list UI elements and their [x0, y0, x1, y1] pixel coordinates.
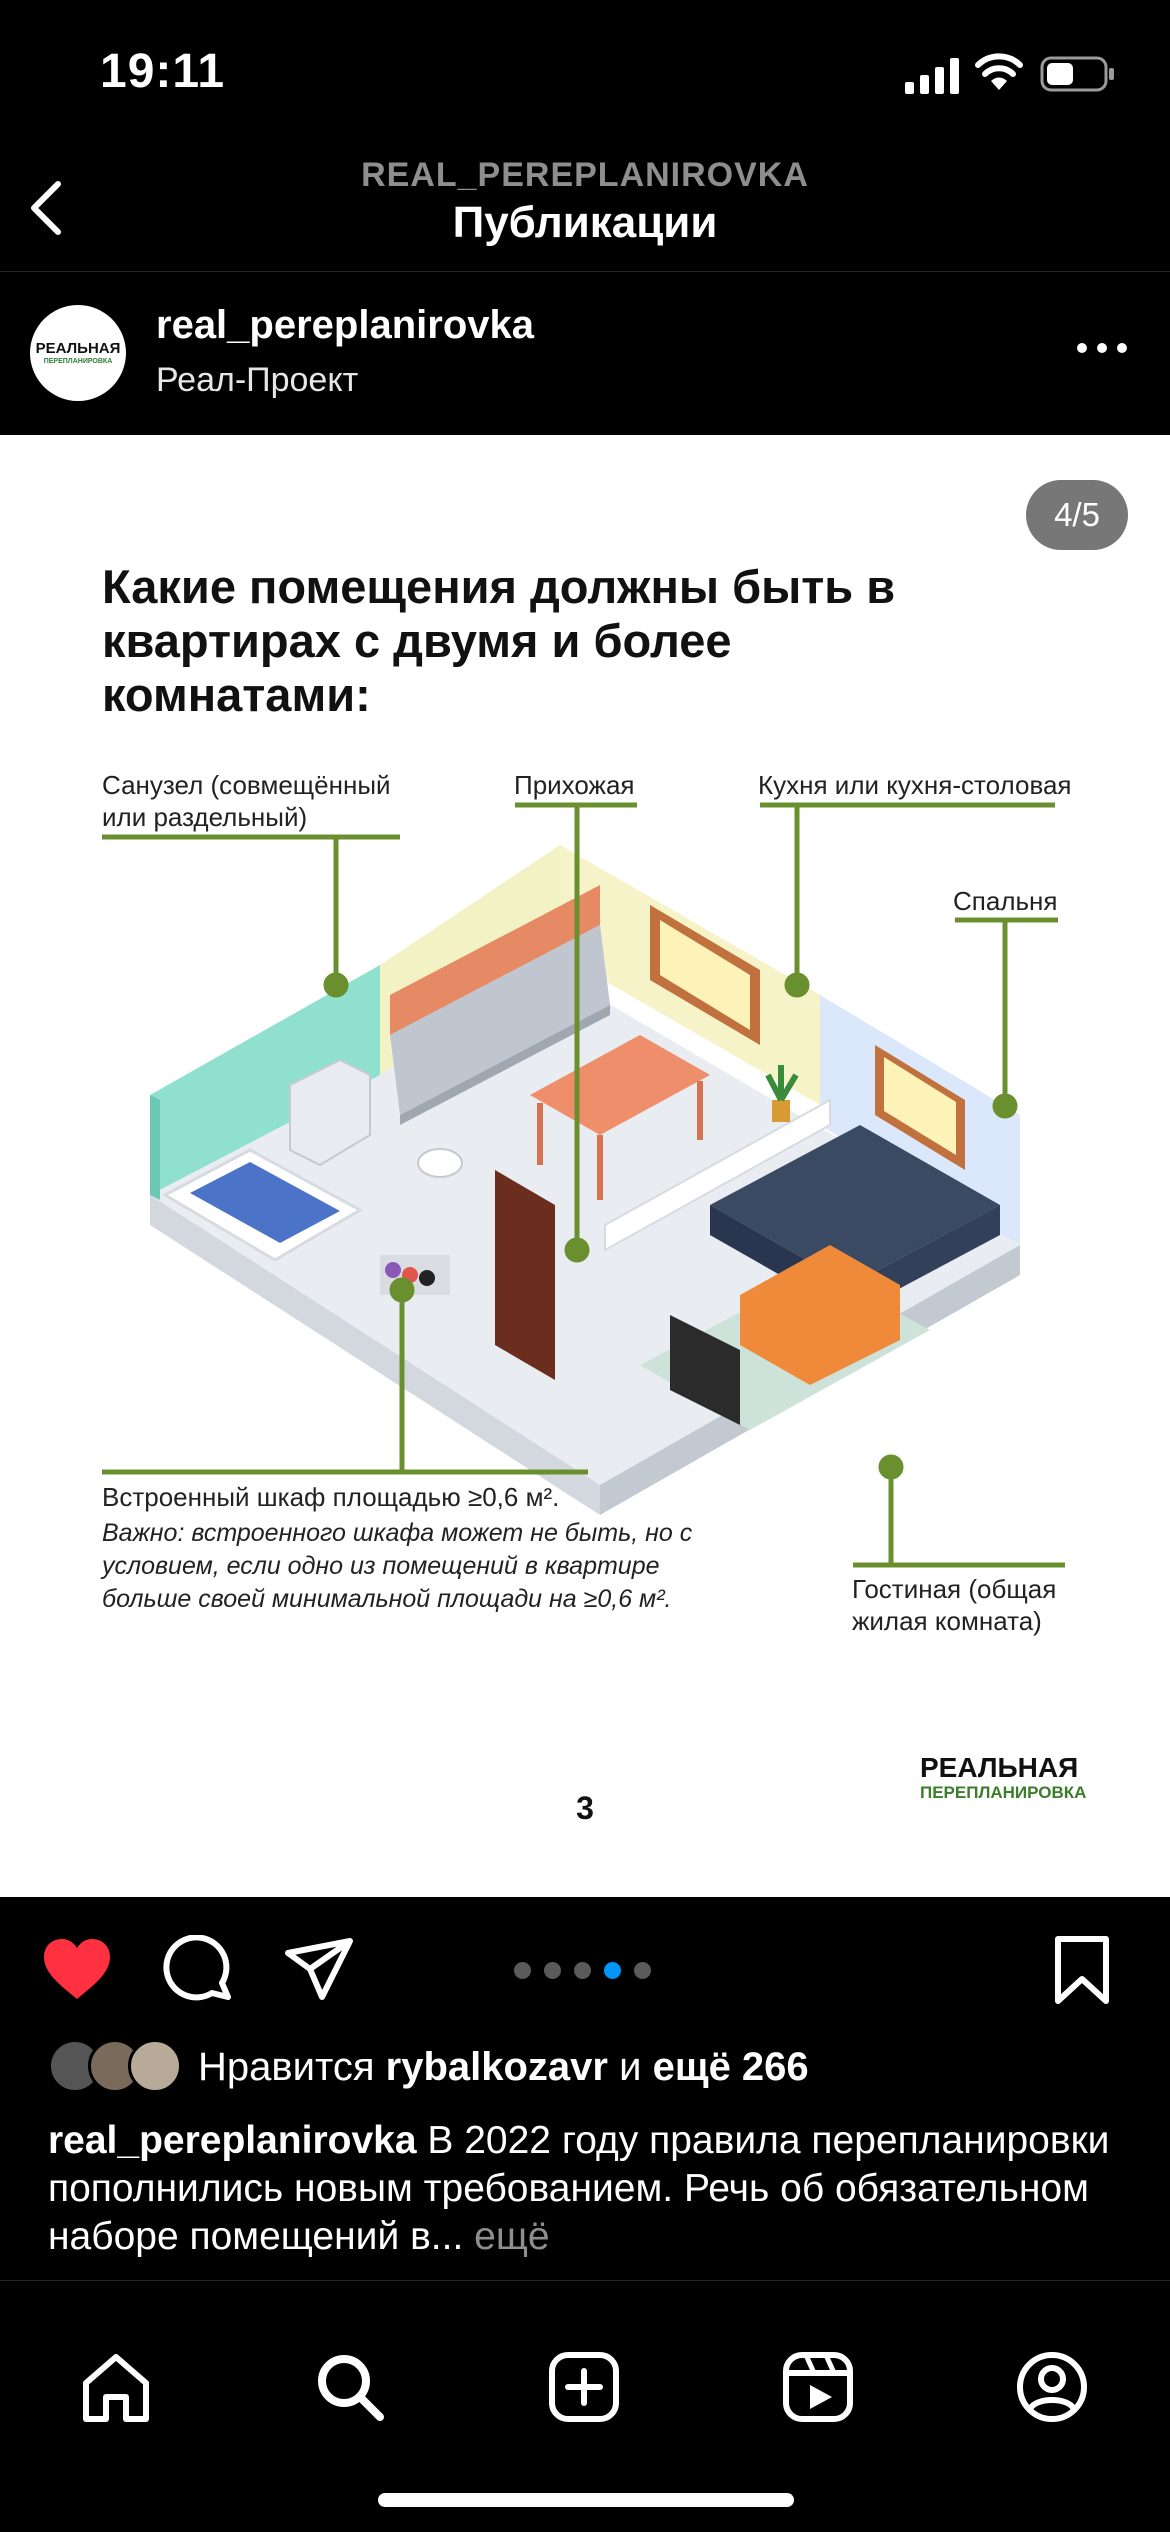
liker-avatar [128, 2039, 182, 2093]
status-time: 19:11 [100, 45, 226, 98]
slide-note: Важно: встроенного шкафа может не быть, но с условием, если одно из помещений в квартире больше своей минимальной площади на ≥0,6 м². [102, 1519, 693, 1613]
home-indicator [378, 2493, 794, 2507]
likes-user[interactable]: rybalkozavr [385, 2045, 608, 2089]
signal-icon [905, 58, 961, 94]
label-closet: Встроенный шкаф площадью ≥0,6 м². [102, 1482, 560, 1512]
comment-icon[interactable] [162, 1935, 236, 2005]
profile-icon[interactable] [1014, 2349, 1090, 2425]
slide-page-number: 3 [576, 1790, 594, 1826]
brand-logo [920, 1753, 1086, 1803]
avatar-logo-line1: РЕАЛЬНАЯ [35, 339, 121, 357]
bookmark-icon[interactable] [1046, 1935, 1120, 2005]
account-name: REAL_PEREPLANIROVKA [361, 156, 809, 194]
carousel-dot-active [604, 1962, 621, 1979]
caption-username[interactable]: real_pereplanirovka [48, 2119, 417, 2162]
brand-logo-line1: РЕАЛЬНАЯ [920, 1752, 1079, 1783]
post-username[interactable]: real_pereplanirovka [156, 303, 534, 347]
label-hallway: Прихожая [514, 770, 635, 800]
wifi-icon [975, 52, 1023, 92]
page-title: Публикации [452, 198, 718, 247]
caption-text: В 2022 году правила перепланировки пополнились новым требованием. Речь об обязательном наборе помещений в... [48, 2119, 1110, 2258]
likes-prefix: Нравится [198, 2045, 375, 2089]
brand-logo-line2: ПЕРЕПЛАНИРОВКА [920, 1783, 1087, 1802]
home-icon[interactable] [78, 2349, 154, 2425]
label-bedroom: Спальня [953, 886, 1058, 916]
more-horizontal-icon[interactable] [1074, 333, 1130, 363]
carousel-dot [514, 1962, 531, 1979]
search-icon[interactable] [312, 2349, 388, 2425]
create-icon[interactable] [546, 2349, 622, 2425]
caption-more-link[interactable]: ещё [474, 2215, 550, 2258]
battery-icon [1040, 56, 1116, 92]
likes-row[interactable] [0, 2037, 1170, 2107]
bottom-nav [0, 2280, 1170, 2532]
likes-text[interactable] [198, 2045, 809, 2090]
label-bathroom: Санузел (совмещённый или раздельный) [102, 770, 391, 832]
label-living-room: Гостиная (общая жилая комната) [852, 1574, 1057, 1636]
carousel-dot [634, 1962, 651, 1979]
post-image[interactable] [0, 435, 1170, 1897]
heart-icon[interactable] [40, 1935, 114, 2005]
post-header [0, 273, 1170, 435]
avatar-logo-line2: ПЕРЕПЛАНИРОВКА [43, 357, 113, 365]
status-bar [0, 0, 1170, 150]
post-actions [0, 1897, 1170, 2037]
carousel-dot [574, 1962, 591, 1979]
share-icon[interactable] [282, 1935, 356, 2005]
slide-counter-badge: 4/5 [1026, 480, 1128, 550]
label-kitchen: Кухня или кухня-столовая [758, 770, 1072, 800]
avatar[interactable] [30, 305, 126, 401]
slide-title: Какие помещения должны быть в квартирах с двумя и более комнатами: [102, 560, 896, 721]
post-subtitle[interactable]: Реал-Проект [156, 361, 359, 399]
post-caption [48, 2117, 1128, 2261]
carousel-dot [544, 1962, 561, 1979]
likes-middle: и [619, 2045, 642, 2089]
top-header [0, 150, 1170, 272]
reels-icon[interactable] [780, 2349, 856, 2425]
carousel-indicator [514, 1962, 654, 1982]
likes-rest[interactable]: ещё 266 [652, 2045, 809, 2089]
